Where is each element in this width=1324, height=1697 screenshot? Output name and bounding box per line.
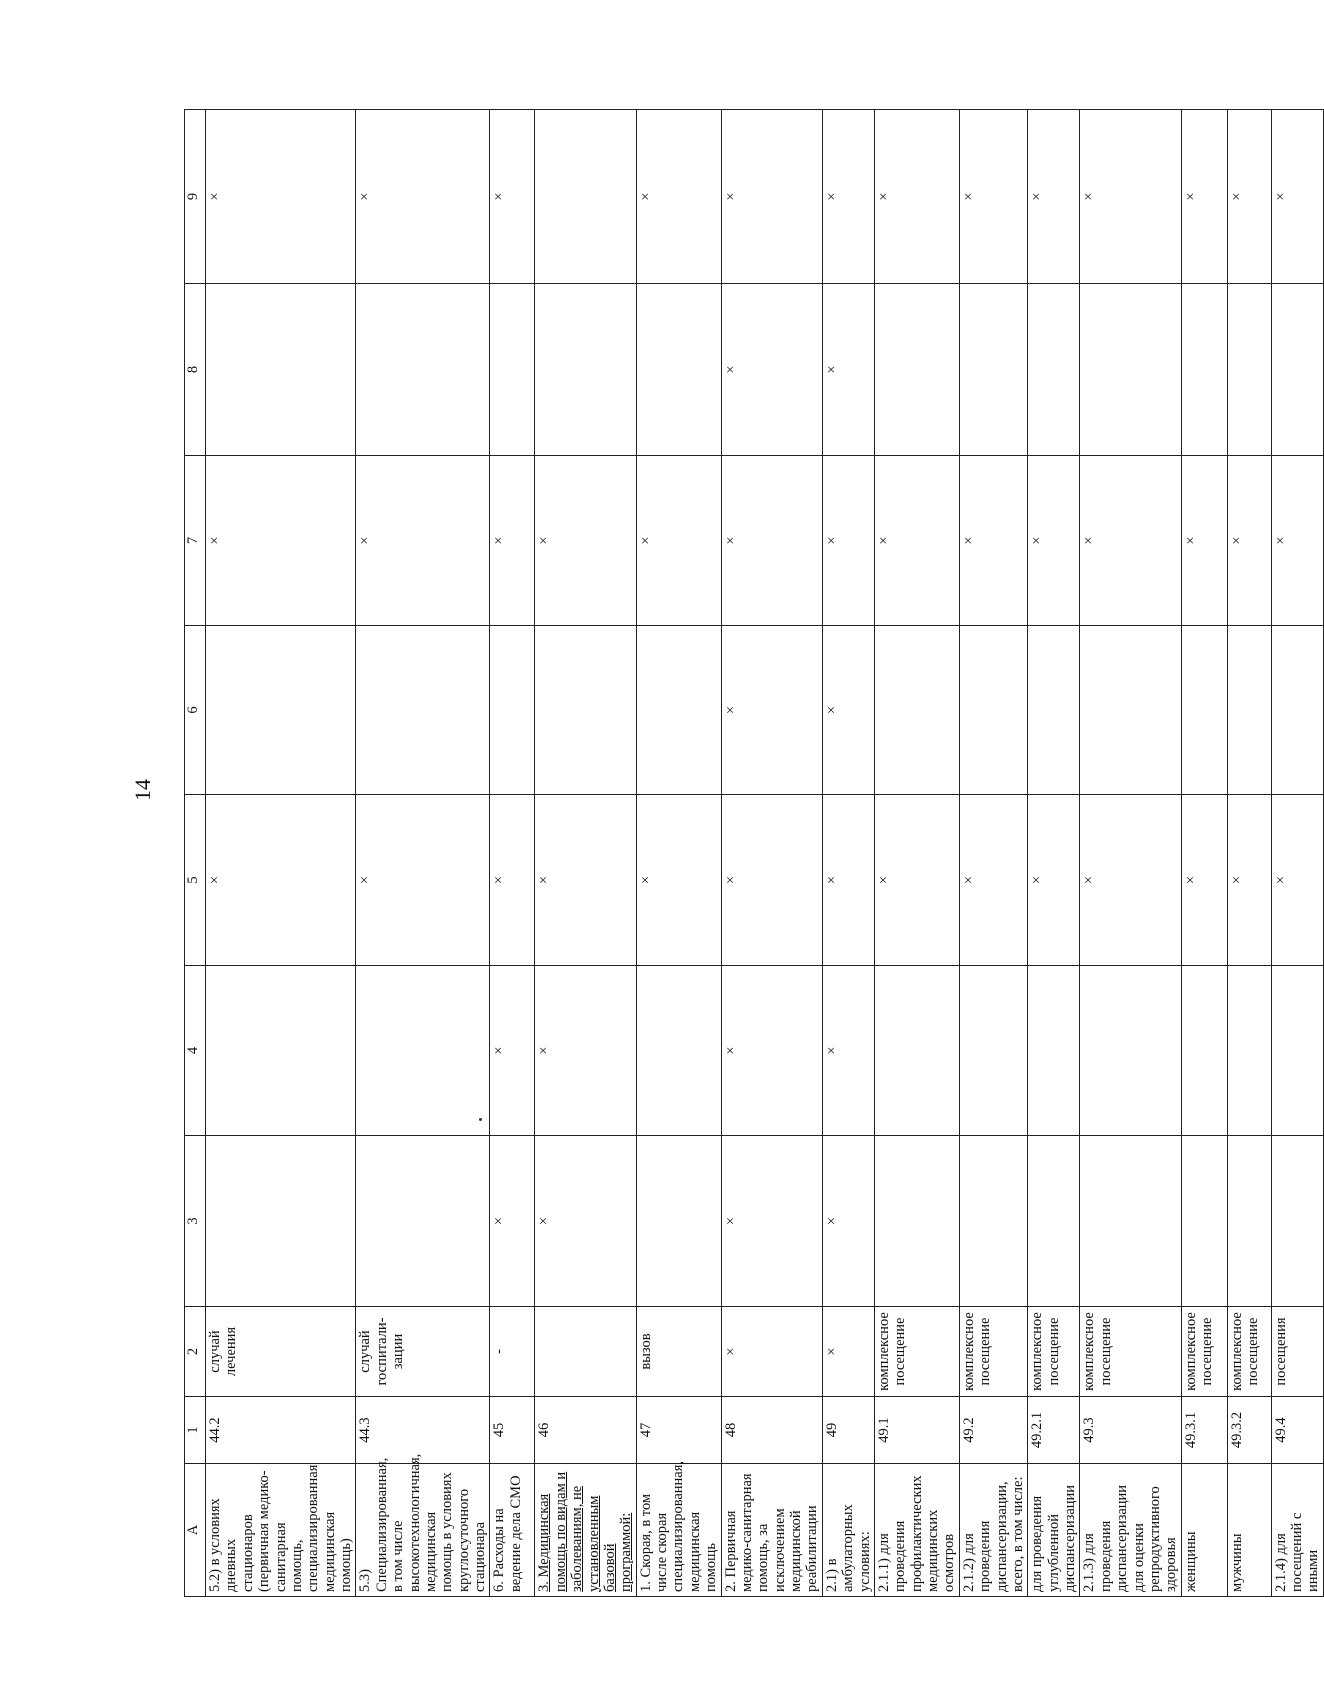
cell-col-9: × (822, 110, 874, 284)
cell-col-6 (959, 626, 1028, 795)
cell-col-6 (1080, 626, 1181, 795)
cell-col-8 (1227, 284, 1271, 456)
row-number: 46 (535, 1397, 636, 1464)
row-label: 1. Скорая, в том числе скорая специализированная, медицинская помощь (636, 1464, 721, 1597)
cell-col-5: × (1028, 795, 1080, 966)
row-number: 49.2.1 (1028, 1397, 1080, 1464)
table-row (721, 110, 822, 1597)
column-header: A (185, 1464, 206, 1597)
scan-speck (479, 1118, 482, 1121)
table-row (490, 110, 535, 1597)
cell-col-9: × (490, 110, 535, 284)
cell-col-8 (206, 284, 356, 456)
table-row (1080, 110, 1181, 1597)
cell-col-8: × (822, 284, 874, 456)
cell-col-7: × (822, 456, 874, 626)
row-unit: - (490, 1307, 535, 1397)
cell-col-6 (356, 626, 490, 795)
row-number: 49.3.2 (1227, 1397, 1271, 1464)
cell-col-5: × (636, 795, 721, 966)
cell-col-3 (1028, 1136, 1080, 1307)
row-label: 2.1.1) для проведения профилактических медицинских осмотров (874, 1464, 959, 1597)
cell-col-3 (206, 1136, 356, 1307)
row-unit: комплексное посещение (1080, 1307, 1181, 1397)
row-label: 6. Расходы на ведение дела СМО (490, 1464, 535, 1597)
cell-col-8 (1080, 284, 1181, 456)
cell-col-5: × (535, 795, 636, 966)
cell-col-5: × (356, 795, 490, 966)
row-number: 49.3.1 (1181, 1397, 1227, 1464)
row-unit: вызов (636, 1307, 721, 1397)
cell-col-3: × (721, 1136, 822, 1307)
row-unit: случай госпитали-зации (356, 1307, 490, 1397)
cell-col-7: × (1181, 456, 1227, 626)
table-row (206, 110, 356, 1597)
cell-col-9: × (1181, 110, 1227, 284)
column-header: 7 (185, 456, 206, 626)
header-row (185, 110, 206, 1597)
cell-col-7: × (874, 456, 959, 626)
row-label: 2.1.3) для проведения диспансеризации для оценки репродуктивного здоровья (1080, 1464, 1181, 1597)
row-unit: × (822, 1307, 874, 1397)
cell-col-8 (636, 284, 721, 456)
table-row (535, 110, 636, 1597)
row-unit: комплексное посещение (959, 1307, 1028, 1397)
row-label-text: 3. Медицинская помощь по видам и заболеваниям, не установленным базовой программой: (536, 1471, 635, 1592)
cell-col-6 (1227, 626, 1271, 795)
cell-col-4 (1271, 966, 1323, 1136)
row-unit (535, 1307, 636, 1397)
row-number: 49.1 (874, 1397, 959, 1464)
cell-col-4 (874, 966, 959, 1136)
cell-col-7: × (959, 456, 1028, 626)
table-row (1028, 110, 1080, 1597)
cell-col-7: × (490, 456, 535, 626)
rotated-table-container (184, 110, 1322, 1597)
table-row (822, 110, 874, 1597)
cell-col-4: × (721, 966, 822, 1136)
row-unit: комплексное посещение (1028, 1307, 1080, 1397)
cell-col-3 (356, 1136, 490, 1307)
cell-col-4: × (490, 966, 535, 1136)
cell-col-9 (535, 110, 636, 284)
cell-col-6 (874, 626, 959, 795)
cell-col-8 (874, 284, 959, 456)
cell-col-3: × (822, 1136, 874, 1307)
cell-col-3 (959, 1136, 1028, 1307)
cell-col-5: × (206, 795, 356, 966)
row-unit: × (721, 1307, 822, 1397)
cell-col-4: × (535, 966, 636, 1136)
cell-col-6 (206, 626, 356, 795)
page-number: 14 (130, 779, 155, 801)
cell-col-5: × (1227, 795, 1271, 966)
cell-col-7: × (1080, 456, 1181, 626)
cell-col-9: × (356, 110, 490, 284)
row-label: женщины (1181, 1464, 1227, 1597)
row-number: 49.2 (959, 1397, 1028, 1464)
cell-col-9: × (206, 110, 356, 284)
cell-col-5: × (822, 795, 874, 966)
cell-col-6 (1181, 626, 1227, 795)
cell-col-4 (636, 966, 721, 1136)
row-label: 2.1.4) для посещений с иными (1271, 1464, 1323, 1597)
row-label: мужчины (1227, 1464, 1271, 1597)
row-number: 49.4 (1271, 1397, 1323, 1464)
cell-col-9: × (874, 110, 959, 284)
cell-col-4: × (822, 966, 874, 1136)
row-number: 45 (490, 1397, 535, 1464)
data-table (184, 109, 1324, 1597)
cell-col-6 (490, 626, 535, 795)
cell-col-5: × (1080, 795, 1181, 966)
cell-col-8 (1028, 284, 1080, 456)
cell-col-9: × (1080, 110, 1181, 284)
cell-col-6: × (822, 626, 874, 795)
cell-col-7: × (206, 456, 356, 626)
cell-col-8 (1271, 284, 1323, 456)
table-row (874, 110, 959, 1597)
cell-col-3: × (490, 1136, 535, 1307)
cell-col-8 (959, 284, 1028, 456)
cell-col-3 (1227, 1136, 1271, 1307)
cell-col-5: × (721, 795, 822, 966)
cell-col-6 (535, 626, 636, 795)
row-label: 2.1) в амбулаторных условиях: (822, 1464, 874, 1597)
row-number: 44.3 (356, 1397, 490, 1464)
cell-col-4 (1080, 966, 1181, 1136)
column-header: 1 (185, 1397, 206, 1464)
cell-col-4 (1028, 966, 1080, 1136)
cell-col-4 (356, 966, 490, 1136)
cell-col-3 (1271, 1136, 1323, 1307)
column-header: 4 (185, 966, 206, 1136)
cell-col-6: × (721, 626, 822, 795)
row-unit: посещения (1271, 1307, 1323, 1397)
row-label (535, 1464, 636, 1597)
table-row (1227, 110, 1271, 1597)
column-header: 3 (185, 1136, 206, 1307)
cell-col-9: × (959, 110, 1028, 284)
cell-col-7: × (721, 456, 822, 626)
cell-col-4 (1227, 966, 1271, 1136)
row-label: 5.2) в условиях дневных стационаров (первичная медико-санитарная помощь, специализированная медицинская помощь) (206, 1464, 356, 1597)
cell-col-9: × (721, 110, 822, 284)
cell-col-7: × (636, 456, 721, 626)
cell-col-4 (1181, 966, 1227, 1136)
row-label: для проведения углубленной диспансеризации (1028, 1464, 1080, 1597)
row-number: 44.2 (206, 1397, 356, 1464)
cell-col-3: × (535, 1136, 636, 1307)
cell-col-9: × (1271, 110, 1323, 284)
cell-col-6 (1028, 626, 1080, 795)
row-label: 2. Первичная медико-санитарная помощь, за исключением медицинской реабилитации (721, 1464, 822, 1597)
row-unit: комплексное посещение (1227, 1307, 1271, 1397)
cell-col-5: × (490, 795, 535, 966)
cell-col-5: × (1271, 795, 1323, 966)
column-header: 6 (185, 626, 206, 795)
row-number: 48 (721, 1397, 822, 1464)
table-row (1181, 110, 1227, 1597)
cell-col-7: × (535, 456, 636, 626)
row-label: 5.3) Специализированная, в том числе высокотехнологичная, медицинская помощь в условиях круглосуточного стационара (356, 1464, 490, 1597)
cell-col-7: × (1028, 456, 1080, 626)
row-unit: комплексное посещение (874, 1307, 959, 1397)
cell-col-9: × (1227, 110, 1271, 284)
cell-col-8 (490, 284, 535, 456)
table-row (959, 110, 1028, 1597)
cell-col-9: × (636, 110, 721, 284)
cell-col-4 (959, 966, 1028, 1136)
cell-col-7: × (356, 456, 490, 626)
cell-col-3 (1080, 1136, 1181, 1307)
row-unit: случай лечения (206, 1307, 356, 1397)
cell-col-8 (535, 284, 636, 456)
row-label: 2.1.2) для проведения диспансеризации, всего, в том числе: (959, 1464, 1028, 1597)
cell-col-4 (206, 966, 356, 1136)
table-row (1271, 110, 1323, 1597)
row-number: 49 (822, 1397, 874, 1464)
cell-col-9: × (1028, 110, 1080, 284)
row-unit: комплексное посещение (1181, 1307, 1227, 1397)
cell-col-3 (636, 1136, 721, 1307)
cell-col-5: × (1181, 795, 1227, 966)
cell-col-8 (356, 284, 490, 456)
cell-col-7: × (1271, 456, 1323, 626)
cell-col-6 (636, 626, 721, 795)
table-row (636, 110, 721, 1597)
row-number: 49.3 (1080, 1397, 1181, 1464)
table-row (356, 110, 490, 1597)
cell-col-6 (1271, 626, 1323, 795)
cell-col-5: × (874, 795, 959, 966)
cell-col-8 (1181, 284, 1227, 456)
cell-col-5: × (959, 795, 1028, 966)
column-header: 5 (185, 795, 206, 966)
column-header: 2 (185, 1307, 206, 1397)
cell-col-7: × (1227, 456, 1271, 626)
cell-col-3 (1181, 1136, 1227, 1307)
row-number: 47 (636, 1397, 721, 1464)
cell-col-8: × (721, 284, 822, 456)
cell-col-3 (874, 1136, 959, 1307)
column-header: 8 (185, 284, 206, 456)
column-header: 9 (185, 110, 206, 284)
